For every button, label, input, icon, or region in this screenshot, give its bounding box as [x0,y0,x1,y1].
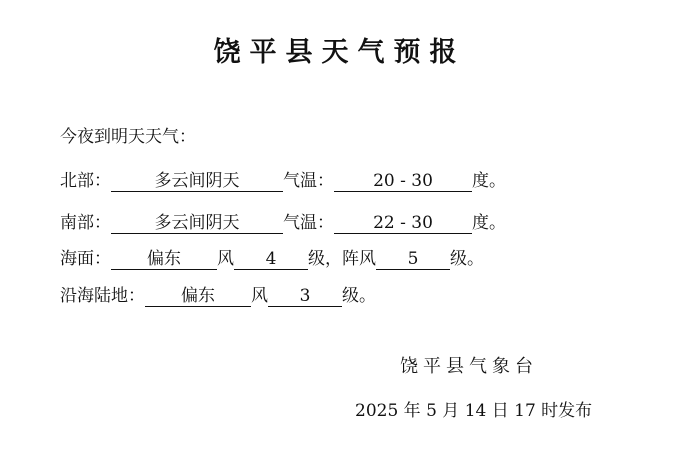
sea-wind-direction: 偏东 [111,249,217,270]
coast-label: 沿海陆地： [60,286,145,306]
sea-label: 海面： [60,249,111,269]
sea-wind-word: 风 [217,249,234,269]
sea-forecast-row [60,248,484,270]
coast-wind-level: 3 [268,286,342,307]
coast-forecast-row [60,285,376,307]
forecast-intro: 今夜到明天天气： [60,127,196,147]
sea-level-word: 级，阵风 [308,249,376,269]
sea-gust-level: 5 [376,249,450,270]
south-forecast-row [60,212,506,234]
coast-end: 级。 [342,286,376,306]
issuer: 饶平县气象台 [400,356,538,377]
coast-wind-direction: 偏东 [145,286,251,307]
coast-wind-word: 风 [251,286,268,306]
south-temp: 22 - 30 [334,213,472,234]
north-label: 北部： [60,171,111,191]
north-unit: 度。 [472,171,506,191]
south-unit: 度。 [472,213,506,233]
south-temp-label: 气温： [283,213,334,233]
issue-time: 2025 年 5 月 14 日 17 时发布 [355,401,593,421]
north-temp: 20 - 30 [334,171,472,192]
south-sky: 多云间阴天 [111,213,283,234]
south-label: 南部： [60,213,111,233]
sea-end: 级。 [450,249,484,269]
north-temp-label: 气温： [283,171,334,191]
page-title: 饶平县天气预报 [213,37,466,68]
north-sky: 多云间阴天 [111,171,283,192]
sea-wind-level: 4 [234,249,308,270]
north-forecast-row [60,170,506,192]
